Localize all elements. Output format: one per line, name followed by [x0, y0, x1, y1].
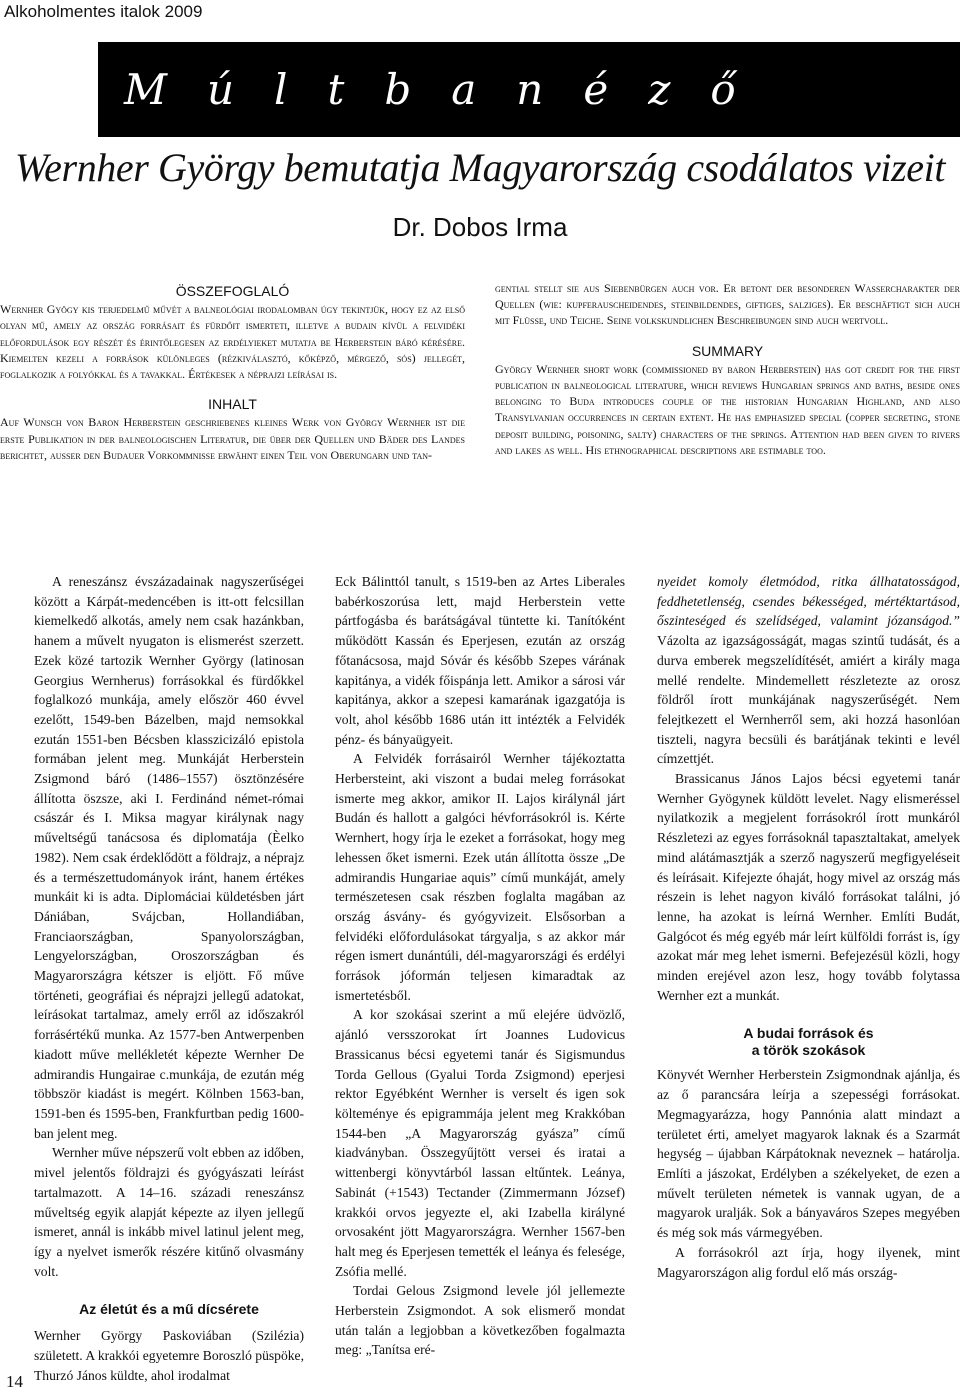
paragraph: A kor szokásai szerint a mű elejére üdvözlő, ajánló versszorokat írt Joannes Ludovicus Brassicanus bécsi egyetemi tanár és Sigismundus Torda Gellous (Gyalui Torda Zsigmond) eperjesi rektor Egyébként Wernher is verselt és igen sok költeménye és epigrammája jelent meg Krakkóban 1544-ben „A Magyarország gyásza” című kiadványban. Összegyűjtött versei és iratai a wittenbergi könyvtárból lassan eltűntek. Leánya, Sabinát (+1543) Tectander (Zimmermann József) krakkói orvos jegyezte el, aki Izabella királyné orvosaként jött Magyarországra. Wernher 1567-ben halt meg és Eperjesen temették el leánya és felesége, Zsófia mellé.: [335, 1007, 625, 1279]
abstract-left-column: [0, 283, 465, 463]
paragraph: Eck Bálinttól tanult, s 1519-ben az Artes Liberales babérkoszorúsa lett, majd Herberstein vette pártfogásba és barátságával tüntette ki. Tanítóként működött Kassán és Eperjesen, ezután az ország főtanácsosa, majd Sóvár és később Szepes várának kapitánya, a vidék főispánja lett. Amikor a sárosi vár kapitánya, akkor a szepesi kamarának igazgatója is volt, ahol később 1686 után itt intézték a Felvidék pénz- és bányaügyeit.: [335, 574, 625, 747]
section-heading-budai-forrasok: A budai források és a török szokások: [743, 1025, 874, 1059]
page-number: 14: [6, 1372, 23, 1391]
journal-header: Alkoholmentes italok 2009: [4, 2, 203, 21]
paragraph: Könyvét Wernher Herberstein Zsigmondnak ajánlja, és az ő parancsára leírja a szepességi forrásokat. Megmagyarázza, hogy Pannónia alatt mindazt a területet érti, amelyet magyarok laknak és a Szarmát hegység – újabban Kárpátoknak neveznek – határolja. Említi a jászokat, Erdélyben a székelyeket, de ezen a művelt területen németek is vannak ugyan, de a magyarok uralják. Sok a bányaváros Szepes megyében és még sok más vármegyében.: [657, 1067, 960, 1241]
summary-text: György Wernher short work (commissioned by baron Herberstein) has got credit for the first publication in balneological literature, which reviews Hungarian springs and baths, beside ones belonging to Buda introduces couple of the historian Hungarian Highland, and also Transylvanian occurrences in certain extent. He has emphasized special (copper secreting, stone deposit building, poisoning, salty) characters of the springs. Attention had been given to rivers and lakes as well. His ethnographical descriptions are estimable too.: [495, 361, 960, 457]
inhalt-text-part2: gential stellt sie aus Siebenbürgen auch vor. Er betont der besonderen Wassercharakter der Quellen (wie: kupferauscheidendes, steinbildendes, giftiges, salziges). Er beschäftigt sich auch mit Flüsse, und Teiche. Seine volkskundlichen Beschreibungen sind auch wertvoll.: [495, 281, 960, 328]
body-column-3: [657, 572, 960, 1282]
paragraph: Wernher műve népszerű volt ebben az időben, mivel jelentős földrajzi és gyógyászati leírást tartalmazott. A 14–16. századi reneszánsz műveltség egyik alapját képezte az ilyen jellegű ismeret, annál is inkább mivel latinul jelent meg, így a nyelvet ismerők részére kitűnő olvasmány volt.: [34, 1145, 304, 1279]
paragraph: Tordai Gelous Zsigmond levele jól jellemezte Herberstein Zsigmondot. A sok elismerő mondat után talán a legjobban a következőben fogalmazta meg: „Tanítsa eré-: [335, 1283, 625, 1358]
body-column-2: [335, 572, 625, 1360]
paragraph: A forrásokról azt írja, hogy ilyenek, mint Magyarországon alig fordul elő más ország-: [657, 1244, 960, 1280]
abstract-right-column: [495, 280, 960, 458]
quote-followup: Vázolta az igazságosságát, magas szintű tudását, és a durva emberek megszelídítését, amiért a király maga mellé rendelte. Mindemellett részletezte az orosz földről írott munkájának nagyszerűségét. Nem felejtkezett el Wernherről sem, aki hozzá hasonlóan tiszteli, nagyra becsüli és barátjának tekinti e levél címzettjét.: [657, 633, 960, 767]
paragraph: Brassicanus János Lajos bécsi egyetemi tanár Wernher Gyögynek küldött levelet. Nagy elismeréssel nyilatkozik a megjelent forrásokról írott munkáról Részletezi az egyes forrásoknál tapasztaltakat, amelyek mind alátámasztják a szerző nagyszerű megfigyeléseit és leírásait. Kifejezte óhaját, hogy mivel az ország más részein is lehet nagyon kiváló forrásokat találni, jó lenne, ha azokat is leírná Wernher. Említi Budát, Galgócot és még egyéb már leírt külföldi forrást is, így azokat már meg lehet ismerni. Befejezésül közli, hogy minden erejével azon lesz, hogy tovább folytassa Wernher ezt a munkát.: [657, 771, 960, 1003]
section-heading-eletut: Az életút és a mű dícsérete: [79, 1301, 259, 1318]
summary-heading: SUMMARY: [691, 342, 764, 359]
article-author: Dr. Dobos Irma: [392, 212, 568, 242]
paragraph-quote-end: [657, 572, 960, 769]
section-banner: [98, 42, 960, 137]
inhalt-text-part1: Auf Wunsch von Baron Herberstein geschriebenes kleines Werk von György Wernher ist die erste Publikation in der balneologischen Literatur, die über der Quellen und Bäder des Landes berichtet, außer den Budauer Vorkommnisse erwähnt einen Teil von Oberungarn und tan-: [0, 415, 465, 462]
article-title: Wernher György bemutatja Magyarország csodálatos vizeit: [14, 145, 946, 190]
section-banner-title: Múltbanéző: [124, 65, 776, 114]
paragraph: A reneszánsz évszázadainak nagyszerűségei között a Kárpát-medencében is itt-ott felcsillan kiemelkedő alkotás, amely nem csak hazánkban, hanem a művelt nyugaton is elismerést szerzett. Ezek közé tartozik Wernher György (latinosan Georgius Wernherus) forrásokkal és fürdőkkel foglalkozó munkája, amely először 460 évvel ezelőtt, 1549-ben Bázelben, majd nemsokkal ezután 1551-ben Bécsben klasszicizáló epistola formában jelent meg. Munkáját Herberstein Zsigmond báró (1486–1557) ösztönzésére állította öszsze, aki I. Ferdinánd német-római császár és I. Miksa magyar királynak nagy műveltségű tanácsosa és diplomatája (Èelko 1982). Nem csak érdeklődött a földrajz, a néprajz és a természettudományok iránt, hanem értékes munkáit ki is adta. Diplomáciai küldetésben járt Dániában, Svájcban, Hollandiában, Franciaországban, Spanyolországban, Lengyelországban, Oroszországban és Magyarországra kétszer is eljött. Fő műve történeti, geográfiai és néprajzi jellegű adatokat, leírásokat tartalmaz, amely erről az időszakról forrásértékű munka. Az 1577-ben Antwerpenben kiadott műve mellékletét képezte Wernher De admirandis Hungairae c.munkája, de ezután még többször kiadást is megért. Kölnben 1563-ban, 1591-ben és 1595-ben, Frankfurtban pedig 1600-ban jelent meg.: [34, 574, 304, 1141]
osszefoglalo-text: Wernher Gyögy kis terjedelmű művét a balneológiai irodalomban úgy tekintjük, hogy ez az első olyan mű, amely az ország forrásait és fürdőit ismerteti, illetve a budain kívül a felvidéki előfordulások egy részét és érintőlegesen az erdélyieket mutatja be Herberstein báró kérésére. Kiemelten kezeli a források különleges (rézkiválasztó, kőképző, mérgező, sós) jellegét, foglalkozik a folyókkal és a tavakkal. Értékesek a néprajzi leírásai is.: [0, 302, 465, 382]
paragraph: A Felvidék forrásairól Wernher tájékoztatta Herbersteint, aki viszont a budai meleg forrásokat ismerte meg akkor, amikor II. Lajos királynál járt Budán és hallott a galgóci hévforrásokról is. Kérte Wernhert, hogy írja le ezeket a forrásokat, hogy meg lehessen őket ismerni. Ezek után állította össze „De admirandis Hungariae aquis” című munkáját, amely természetesen csak részben foglalta magában az ország ásvány- és gyógyvizeit. Elsősorban a felvidéki előfordulásokat tárgyalja, s az akkor már régen ismert dunántúli, dél-magyarországi és erdélyi források jóformán teljesen kimaradtak az ismertetésből.: [335, 751, 625, 1003]
inhalt-heading: INHALT: [208, 396, 257, 413]
quote-italic: nyeidet komoly életmódod, ritka állhatatosságod, feddhetetlenség, csendes békességed, mértéktartásod, őszinteséged és szelídséged, valamint józanságod.”: [657, 574, 960, 629]
paragraph: Wernher György Paskoviában (Szilézia) született. A krakkói egyetemre Boroszló püspöke, Thurzó János küldte, ahol irodalmat: [34, 1328, 304, 1383]
osszefoglalo-heading: ÖSSZEFOGLALÓ: [175, 283, 290, 299]
body-column-1: [34, 572, 304, 1385]
